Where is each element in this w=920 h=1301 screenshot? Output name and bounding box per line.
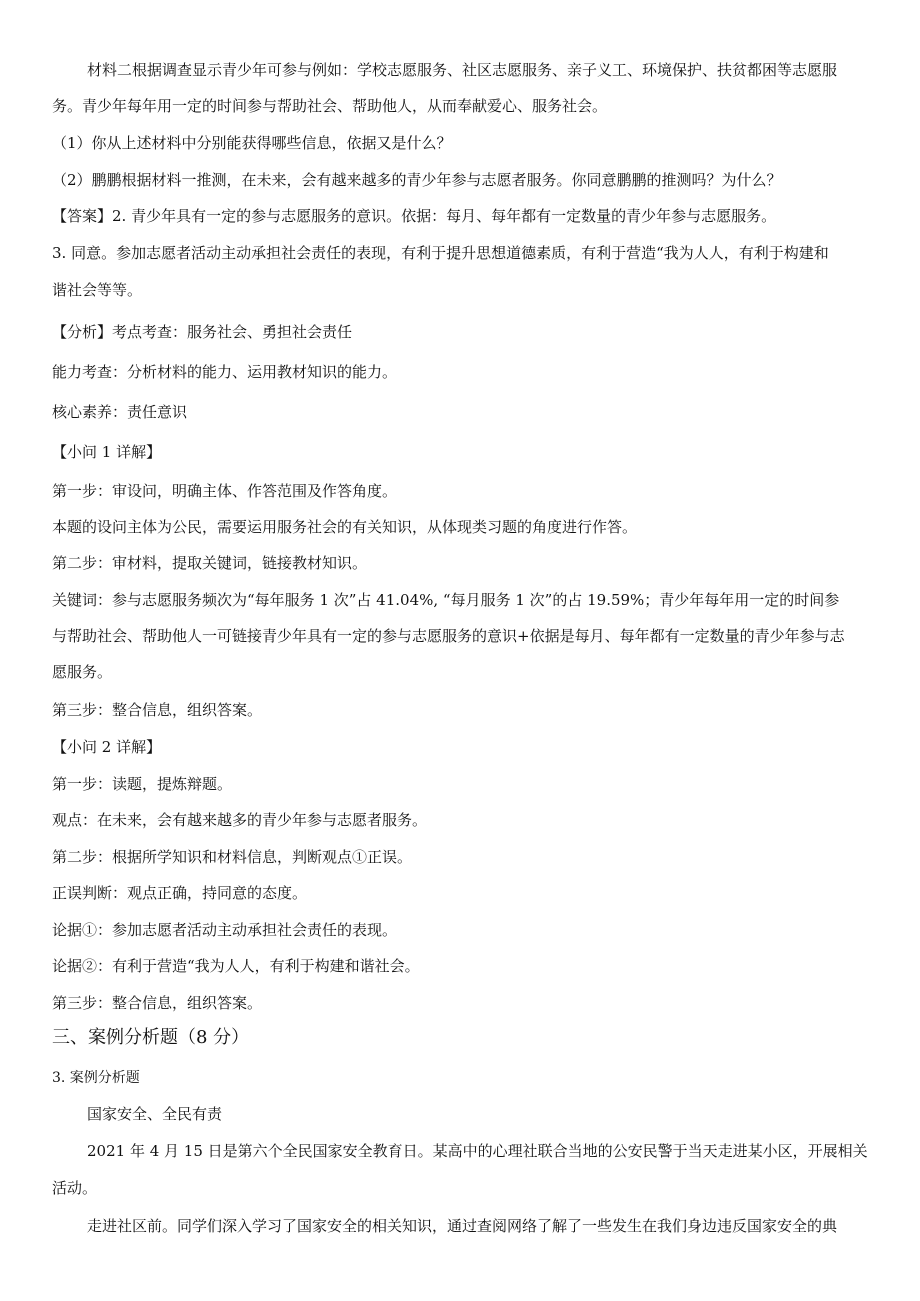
case-paragraph-line: 活动。: [52, 1179, 98, 1197]
answer-line: 【答案】2. 青少年具有一定的参与志愿服务的意识。依据：每月、每年都有一定数量的青少年参与志愿服务。: [52, 207, 777, 225]
keyword-line: 与帮助社会、帮助他人一可链接青少年具有一定的参与志愿服务的意识+依据是每月、每年都有一定数量的青少年参与志: [52, 627, 845, 645]
analysis-heading: 【分析】考点考查：服务社会、勇担社会责任: [52, 323, 353, 341]
viewpoint-line: 观点：在未来，会有越来越多的青少年参与志愿者服务。: [52, 811, 428, 829]
subquestion-1-heading: 【小问 1 详解】: [52, 443, 162, 461]
answer-line: 3. 同意。参加志愿者活动主动承担社会责任的表现，有利于提升思想道德素质，有利于营造“我为人人，有利于构建和: [52, 244, 829, 262]
step-line: 第三步：整合信息，组织答案。: [52, 994, 263, 1012]
subquestion-2-heading: 【小问 2 详解】: [52, 738, 162, 756]
step-line: 第三步：整合信息，组织答案。: [52, 701, 263, 719]
question-1: （1）你从上述材料中分别能获得哪些信息，依据又是什么？: [52, 134, 452, 152]
step-line: 第二步：根据所学知识和材料信息，判断观点①正误。: [52, 848, 413, 866]
question-2: （2）鹏鹏根据材料一推测，在未来，会有越来越多的青少年参与志愿者服务。你同意鹏鹏的推测吗？为什么？: [52, 171, 782, 189]
case-title: 3. 案例分析题: [52, 1070, 140, 1086]
step-line: 第二步：审材料，提取关键词，链接教材知识。: [52, 554, 368, 572]
step-line: 第一步：审设问，明确主体、作答范围及作答角度。: [52, 482, 398, 500]
step-line: 第一步：读题，提炼辩题。: [52, 775, 233, 793]
case-paragraph-line: 2021 年 4 月 15 日是第六个全民国家安全教育日。某高中的心理社联合当地的公安民警于当天走进某小区，开展相关: [87, 1142, 868, 1160]
ability-line: 能力考查：分析材料的能力、运用教材知识的能力。: [52, 363, 398, 381]
argument-line: 论据①：参加志愿者活动主动承担社会责任的表现。: [52, 921, 398, 939]
keyword-line: 愿服务。: [52, 663, 113, 681]
section-heading: 三、案例分析题（8 分）: [52, 1027, 250, 1048]
argument-line: 论据②：有利于营造“我为人人，有利于构建和谐社会。: [52, 957, 420, 975]
answer-line: 谐社会等等。: [52, 281, 143, 299]
case-subtitle: 国家安全、全民有责: [87, 1105, 223, 1123]
judgement-line: 正误判断：观点正确，持同意的态度。: [52, 884, 308, 902]
body-line: 本题的设问主体为公民，需要运用服务社会的有关知识，从体现类习题的角度进行作答。: [52, 518, 638, 536]
paragraph-line: 材料二根据调查显示青少年可参与例如：学校志愿服务、社区志愿服务、亲子义工、环境保护、扶贫都困等志愿服: [87, 61, 838, 79]
keyword-line: 关键词：参与志愿服务频次为“每年服务 1 次”占 41.04%, “每月服务 1 次”的占 19.59%；青少年每年用一定的时间参: [52, 591, 840, 609]
paragraph-line: 务。青少年每年用一定的时间参与帮助社会、帮助他人，从而奉献爱心、服务社会。: [52, 97, 608, 115]
case-paragraph-line: 走进社区前。同学们深入学习了国家安全的相关知识，通过查阅网络了解了一些发生在我们身边违反国家安全的典: [87, 1217, 838, 1235]
literacy-line: 核心素养：责任意识: [52, 403, 188, 421]
